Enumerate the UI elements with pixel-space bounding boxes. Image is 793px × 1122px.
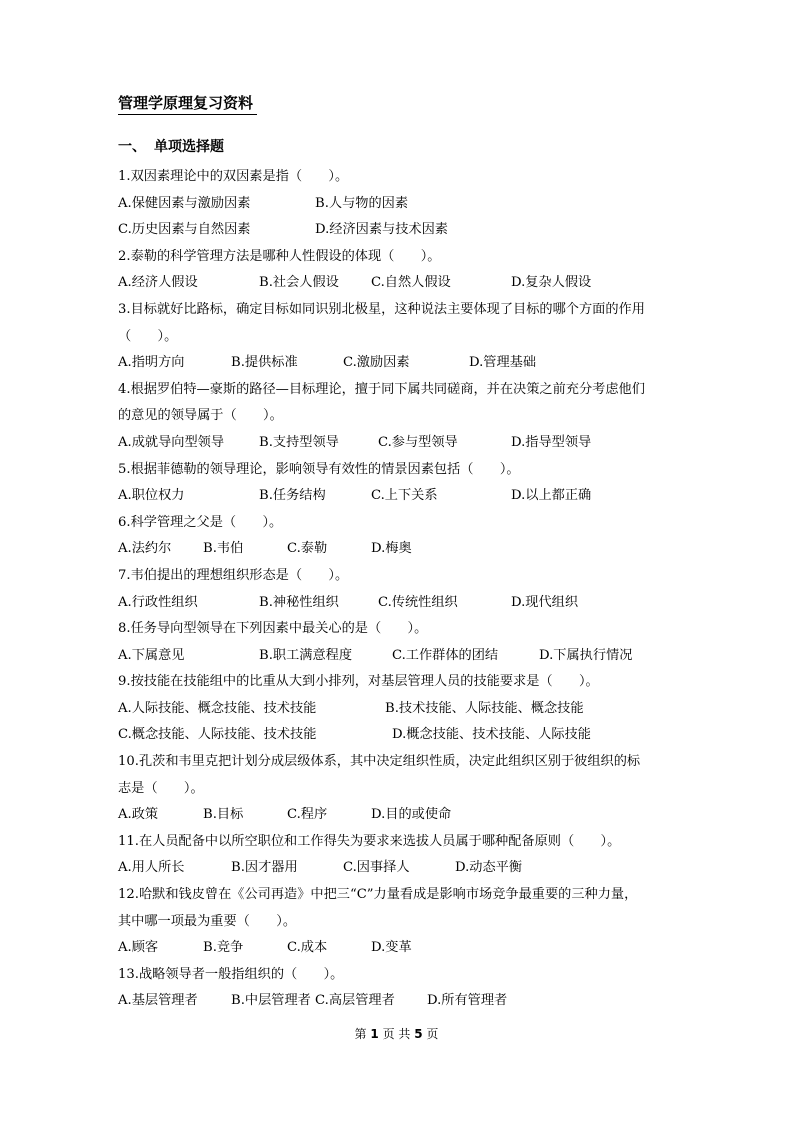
question-13: 13.战略领导者一般指组织的（ ）。: [118, 966, 344, 982]
question-3-option-d: D.管理基础: [469, 355, 537, 371]
question-4-option-c: C.参与型领导: [378, 434, 458, 450]
question-3-option-b: B.提供标准: [231, 355, 298, 371]
question-1-option-d: D.经济因素与技术因素: [315, 222, 448, 238]
question-6-option-a: A.法约尔: [118, 541, 172, 557]
question-7: 7.韦伯提出的理想组织形态是（ ）。: [118, 567, 349, 583]
question-8-option-d: D.下属执行情况: [539, 647, 633, 663]
question-1-option-b: B.人与物的因素: [315, 195, 409, 211]
question-3-option-c: C.激励因素: [343, 355, 410, 371]
question-9-option-b: B.技术技能、人际技能、概念技能: [385, 700, 584, 716]
question-2-options: [118, 270, 683, 297]
footer-page-number: 1: [370, 1027, 379, 1041]
question-3-line1: 3.目标就好比路标，确定目标如同识别北极星，这种说法主要体现了目标的哪个方面的作用: [118, 301, 645, 317]
question-11-option-b: B.因才器用: [231, 860, 298, 876]
question-2-option-d: D.复杂人假设: [511, 275, 592, 291]
footer-prefix: 第: [354, 1027, 367, 1041]
question-11: 11.在人员配备中以所空职位和工作得失为要求来选拔人员属于哪种配备原则（ ）。: [118, 833, 621, 849]
question-5: 5.根据菲德勒的领导理论，影响领导有效性的情景因素包括（ ）。: [118, 461, 520, 477]
question-5-options: [118, 483, 683, 510]
question-5-option-b: B.任务结构: [259, 488, 326, 504]
question-4-line2: 的意见的领导属于（ ）。: [118, 408, 283, 424]
question-2-option-b: B.社会人假设: [259, 275, 339, 291]
question-13-option-a: A.基层管理者: [118, 993, 198, 1009]
question-7-option-b: B.神秘性组织: [259, 594, 339, 610]
question-10-line2: 志是（ ）。: [118, 780, 204, 796]
question-5-option-a: A.职位权力: [118, 488, 185, 504]
question-7-options: [118, 590, 683, 617]
question-13-options: [118, 988, 683, 1015]
question-9-options-row2: [118, 722, 683, 749]
question-3-line2: （ ）。: [118, 328, 178, 344]
question-5-option-c: C.上下关系: [371, 488, 438, 504]
question-8: 8.任务导向型领导在下列因素中最关心的是（ ）。: [118, 621, 428, 637]
question-11-options: [118, 855, 683, 882]
question-4-options: [118, 430, 683, 457]
question-12-options: [118, 935, 683, 962]
question-12-line2: 其中哪一项最为重要（ ）。: [118, 913, 297, 929]
section-heading: [118, 137, 224, 157]
question-2: 2.泰勒的科学管理方法是哪种人性假设的体现（ ）。: [118, 248, 441, 264]
question-10-option-b: B.目标: [203, 807, 244, 823]
question-6-option-c: C.泰勒: [287, 541, 328, 557]
question-7-option-d: D.现代组织: [511, 594, 579, 610]
question-list: [118, 164, 683, 1015]
question-12-option-c: C.成本: [287, 940, 328, 956]
question-10-option-a: A.政策: [118, 807, 159, 823]
question-1-options-row2: [118, 217, 683, 244]
document-title: 管理学原理复习资料: [118, 92, 257, 115]
question-11-option-d: D.动态平衡: [455, 860, 523, 876]
footer-suffix: 页: [426, 1027, 439, 1041]
question-3-options: [118, 350, 683, 377]
question-12-option-a: A.顾客: [118, 940, 159, 956]
question-6-options: [118, 536, 683, 563]
question-7-option-a: A.行政性组织: [118, 594, 198, 610]
question-6-option-d: D.梅奥: [371, 541, 412, 557]
question-10-options: [118, 802, 683, 829]
page-footer: [0, 1026, 793, 1042]
question-9: 9.按技能在技能组中的比重从大到小排列，对基层管理人员的技能要求是（ ）。: [118, 674, 599, 690]
question-1-options-row1: [118, 191, 683, 218]
question-9-option-c: C.概念技能、人际技能、技术技能: [118, 727, 317, 743]
question-4-line1: 4.根据罗伯特—豪斯的路径—目标理论，擅于同下属共同磋商，并在决策之前充分考虑他们: [118, 381, 645, 397]
question-7-option-c: C.传统性组织: [378, 594, 458, 610]
question-10-line1: 10.孔茨和韦里克把计划分成层级体系，其中决定组织性质，决定此组织区别于彼组织的标: [118, 754, 641, 770]
question-12-option-d: D.变革: [371, 940, 412, 956]
footer-total-pages: 5: [414, 1027, 423, 1041]
question-10-option-c: C.程序: [287, 807, 328, 823]
question-8-options: [118, 643, 683, 670]
footer-mid: 页 共: [382, 1027, 411, 1041]
question-8-option-b: B.职工满意程度: [259, 647, 353, 663]
question-2-option-a: A.经济人假设: [118, 275, 198, 291]
question-4-option-b: B.支持型领导: [259, 434, 339, 450]
question-8-option-c: C.工作群体的团结: [392, 647, 499, 663]
question-9-option-d: D.概念技能、技术技能、人际技能: [392, 727, 591, 743]
question-2-option-c: C.自然人假设: [371, 275, 451, 291]
question-11-option-c: C.因事择人: [343, 860, 410, 876]
question-9-options-row1: [118, 696, 683, 723]
question-10-option-d: D.目的或使命: [371, 807, 452, 823]
question-4-option-a: A.成就导向型领导: [118, 434, 225, 450]
question-1: 1.双因素理论中的双因素是指（ ）。: [118, 169, 349, 184]
question-6-option-b: B.韦伯: [203, 541, 244, 557]
section-label: 单项选择题: [154, 139, 224, 155]
question-13-option-bc: B.中层管理者 C.高层管理者: [231, 993, 395, 1009]
question-6: 6.科学管理之父是（ ）。: [118, 514, 283, 530]
question-1-option-a: A.保健因素与激励因素: [118, 195, 251, 211]
question-1-option-c: C.历史因素与自然因素: [118, 222, 251, 238]
question-3-option-a: A.指明方向: [118, 355, 185, 371]
question-11-option-a: A.用人所长: [118, 860, 185, 876]
question-9-option-a: A.人际技能、概念技能、技术技能: [118, 700, 317, 716]
section-number: 一、: [118, 139, 146, 155]
question-8-option-a: A.下属意见: [118, 647, 185, 663]
question-12-line1: 12.哈默和钱皮曾在《公司再造》中把三“C”力量看成是影响市场竞争最重要的三种力量，: [118, 887, 638, 903]
question-5-option-d: D.以上都正确: [511, 488, 592, 504]
question-13-option-d: D.所有管理者: [427, 993, 508, 1009]
question-12-option-b: B.竞争: [203, 940, 244, 956]
question-4-option-d: D.指导型领导: [511, 434, 592, 450]
